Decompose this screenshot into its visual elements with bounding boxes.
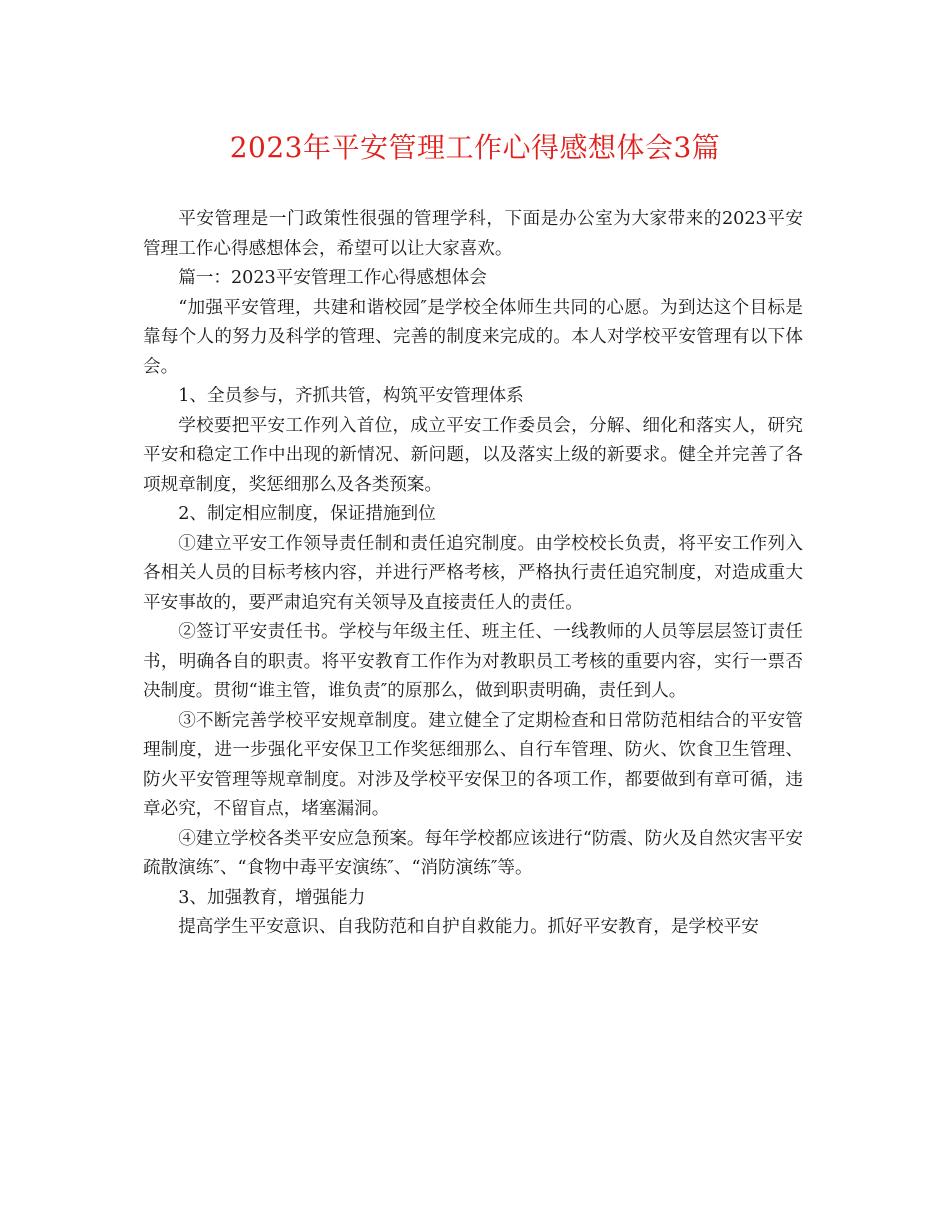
- intro-paragraph: 平安管理是一门政策性很强的管理学科，下面是办公室为大家带来的2023平安管理工作心得感想体会，希望可以让大家喜欢。: [143, 209, 803, 259]
- section-heading-2: 2、制定相应制度，保证措施到位: [178, 504, 436, 524]
- document-body: [143, 205, 803, 943]
- section-heading-3: 3、加强教育，增强能力: [178, 887, 366, 908]
- body-paragraph: ①建立平安工作领导责任制和责任追究制度。由学校校长负责，将平安工作列入各相关人员的目标考核内容，并进行严格考核，严格执行责任追究制度，对造成重大平安事故的，要严肃追究有关领导及直接责任人的责任。: [143, 533, 803, 613]
- body-paragraph: 提高学生平安意识、自我防范和自护自救能力。抓好平安教育，是学校平安: [178, 917, 759, 937]
- section-heading-1: 1、全员参与，齐抓共管，构筑平安管理体系: [178, 386, 524, 406]
- body-paragraph: ②签订平安责任书。学校与年级主任、班主任、一线教师的人员等层层签订责任书，明确各自的职责。将平安教育工作作为对教职员工考核的重要内容，实行一票否决制度。贯彻“谁主管，谁负责″的原那么，做到职责明确，责任到人。: [143, 622, 803, 701]
- document-title: 2023年平安管理工作心得感想体会3篇: [229, 131, 721, 164]
- section-heading-part-one: 篇一：2023平安管理工作心得感想体会: [178, 268, 487, 288]
- body-paragraph: ④建立学校各类平安应急预案。每年学校都应该进行“防震、防火及自然灾害平安疏散演练″、“食物中毒平安演练″、“消防演练″等。: [143, 828, 803, 878]
- body-paragraph: 学校要把平安工作列入首位，成立平安工作委员会，分解、细化和落实人，研究平安和稳定工作中出现的新情况、新问题，以及落实上级的新要求。健全并完善了各项规章制度，奖惩细那么及各类预案。: [143, 415, 803, 495]
- body-paragraph: ③不断完善学校平安规章制度。建立健全了定期检查和日常防范相结合的平安管理制度，进一步强化平安保卫工作奖惩细那么、自行车管理、防火、饮食卫生管理、防火平安管理等规章制度。对涉及学校平安保卫的各项工作，都要做到有章可循，违章必究，不留盲点，堵塞漏洞。: [143, 710, 803, 819]
- body-paragraph: “加强平安管理，共建和谐校园″是学校全体师生共同的心愿。为到达这个目标是靠每个人的努力及科学的管理、完善的制度来完成的。本人对学校平安管理有以下体会。: [143, 297, 803, 377]
